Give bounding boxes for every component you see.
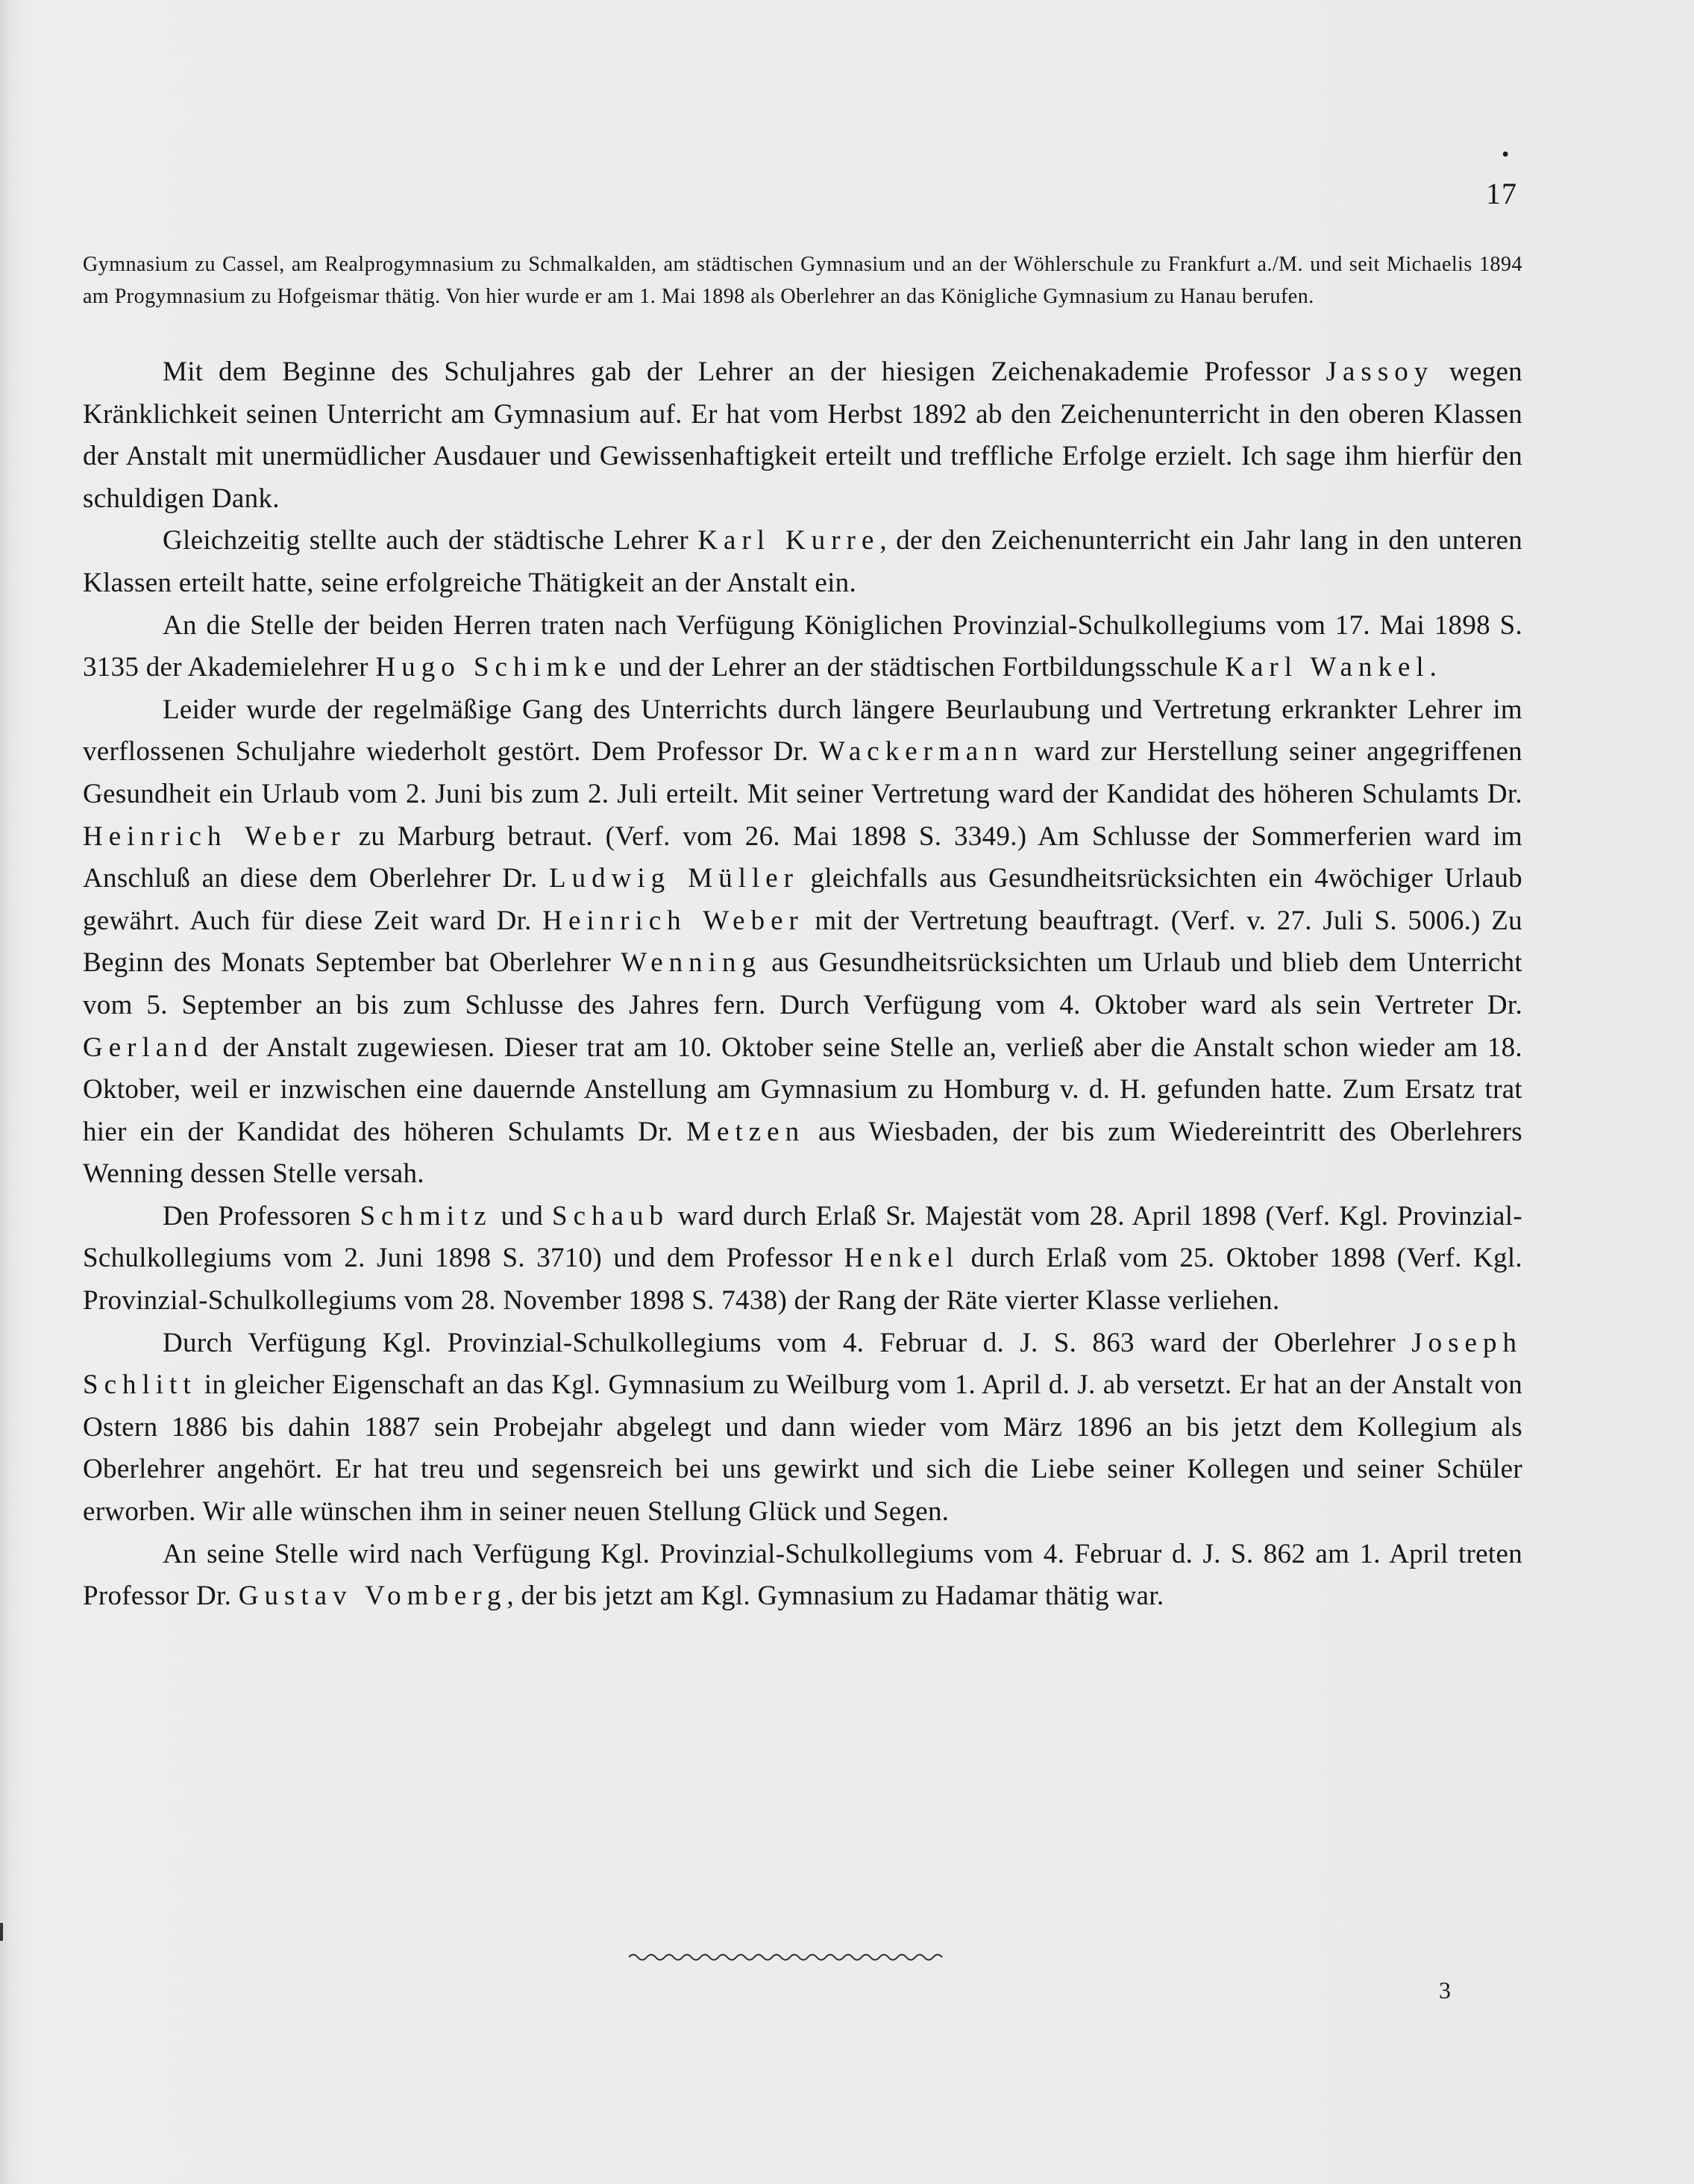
paragraph-3: An die Stelle der beiden Herren traten nach Verfügung Königlichen Provinzial-Schulkollegiums vom 17. Mai 1898 S. 3135 der Akademielehrer Hugo Schimke und der Lehrer an der städtischen Fortbildungsschule Karl Wankel. [83, 609, 1522, 683]
person-name: Hugo Schimke [375, 652, 612, 683]
intro-text: Gymnasium zu Cassel, am Realprogymnasium zu Schmalkalden, am städtischen Gymnasium und an der Wöhlerschule zu Frankfurt a./M. und seit Michaelis 1894 am Progymnasium zu Hofgeismar thätig. Von hier wurde er am 1. Mai 1898 als Oberlehrer an das Königliche Gymnasium zu Hanau berufen. [83, 253, 1522, 309]
person-name: Henkel [844, 1243, 960, 1274]
person-name: Jassoy [1326, 357, 1434, 387]
person-name: Ludwig Müller [549, 863, 799, 894]
person-name: Metzen [686, 1116, 806, 1147]
body-text [83, 351, 1522, 1618]
person-name: Joseph Schlitt [83, 1327, 1522, 1401]
intro-paragraph [83, 248, 1522, 313]
person-name: Schmitz [360, 1200, 492, 1231]
paragraph-2: Gleichzeitig stellte auch der städtische Lehrer Karl Kurre, der den Zeichenunterricht ein Jahr lang in den unteren Klassen erteilt hatte, seine erfolgreiche Thätigkeit an der Anstalt ein. [83, 525, 1522, 598]
person-name: Gerland [83, 1032, 214, 1063]
page-mark: • [1502, 143, 1509, 166]
person-name: Heinrich Weber [542, 905, 804, 936]
person-name: Wenning [621, 947, 762, 979]
paragraph-4: Leider wurde der regelmäßige Gang des Unterrichts durch längere Beurlaubung und Vertretung erkrankter Lehrer im verflossenen Schuljahre wiederholt gestört. Dem Professor Dr. Wackermann ward zur Herstellung seiner angegriffenen Gesundheit ein Urlaub vom 2. Juni bis zum 2. Juli erteilt. Mit seiner Vertretung ward der Kandidat des höheren Schulamts Dr. Heinrich Weber zu Marburg betraut. (Verf. vom 26. Mai 1898 S. 3349.) Am Schlusse der Sommerferien ward im Anschluß an diese dem Oberlehrer Dr. Ludwig Müller gleichfalls aus Gesundheitsrücksichten ein 4wöchiger Urlaub gewährt. Auch für diese Zeit ward Dr. Heinrich Weber mit der Vertretung beauftragt. (Verf. v. 27. Juli S. 5006.) Zu Beginn des Monats September bat Oberlehrer Wenning aus Gesundheitsrücksichten um Urlaub und blieb dem Unterricht vom 5. September an bis zum Schlusse des Jahres fern. Durch Verfügung vom 4. Oktober ward als sein Vertreter Dr. Gerland der Anstalt zugewiesen. Dieser trat am 10. Oktober seine Stelle an, verließ aber die Anstalt schon wieder am 18. Oktober, weil er inzwischen eine dauernde Anstellung am Gymnasium zu Homburg v. d. H. gefunden hatte. Zum Ersatz trat hier ein der Kandidat des höheren Schulamts Dr. Metzen aus Wiesbaden, der bis zum Wiedereintritt des Oberlehrers Wenning dessen Stelle versah. [83, 694, 1522, 1190]
person-name: Karl Wankel [1225, 652, 1430, 683]
person-name: Gustav Vomberg [238, 1581, 507, 1612]
scan-edge-mark [0, 1923, 3, 1941]
paragraph-1: Mit dem Beginne des Schuljahres gab der Lehrer an der hiesigen Zeichenakademie Professor Jassoy wegen Kränklichkeit seinen Unterricht am Gymnasium auf. Er hat vom Herbst 1892 ab den Zeichenunterricht in den oberen Klassen der Anstalt mit unermüdlicher Ausdauer und Gewissenhaftigkeit erteilt und treffliche Erfolge erzielt. Ich sage ihm hierfür den schuldigen Dank. [83, 357, 1522, 514]
person-name: Wackermann [818, 736, 1024, 768]
person-name: Karl Kurre [697, 525, 880, 556]
signature-mark: 3 [1439, 1977, 1451, 2003]
paragraph-5: Den Professoren Schmitz und Schaub ward durch Erlaß Sr. Majestät vom 28. April 1898 (Verf. Kgl. Provinzial-Schulkollegiums vom 2. Juni 1898 S. 3710) und dem Professor Henkel durch Erlaß vom 25. Oktober 1898 (Verf. Kgl. Provinzial-Schulkollegiums vom 28. November 1898 S. 7438) der Rang der Räte vierter Klasse verliehen. [83, 1200, 1522, 1317]
person-name: Schaub [552, 1200, 669, 1231]
paragraph-6: Durch Verfügung Kgl. Provinzial-Schulkollegiums vom 4. Februar d. J. S. 863 ward der Oberlehrer Joseph Schlitt in gleicher Eigenschaft an das Kgl. Gymnasium zu Weilburg vom 1. April d. J. ab versetzt. Er hat an der Anstalt von Ostern 1886 bis dahin 1887 sein Probejahr abgelegt und dann wieder vom März 1896 an bis jetzt dem Kollegium als Oberlehrer angehört. Er hat treu und segensreich bei uns gewirkt und sich die Liebe seiner Kollegen und seiner Schüler erworben. Wir alle wünschen ihm in seiner neuen Stellung Glück und Segen. [83, 1327, 1522, 1528]
page-number: 17 [1486, 177, 1517, 210]
wavy-rule-divider [629, 1952, 946, 1962]
paragraph-7: An seine Stelle wird nach Verfügung Kgl. Provinzial-Schulkollegiums vom 4. Februar d. J. S. 862 am 1. April treten Professor Dr. Gustav Vomberg, der bis jetzt am Kgl. Gymnasium zu Hadamar thätig war. [83, 1538, 1522, 1612]
person-name: Heinrich Weber [83, 820, 346, 852]
